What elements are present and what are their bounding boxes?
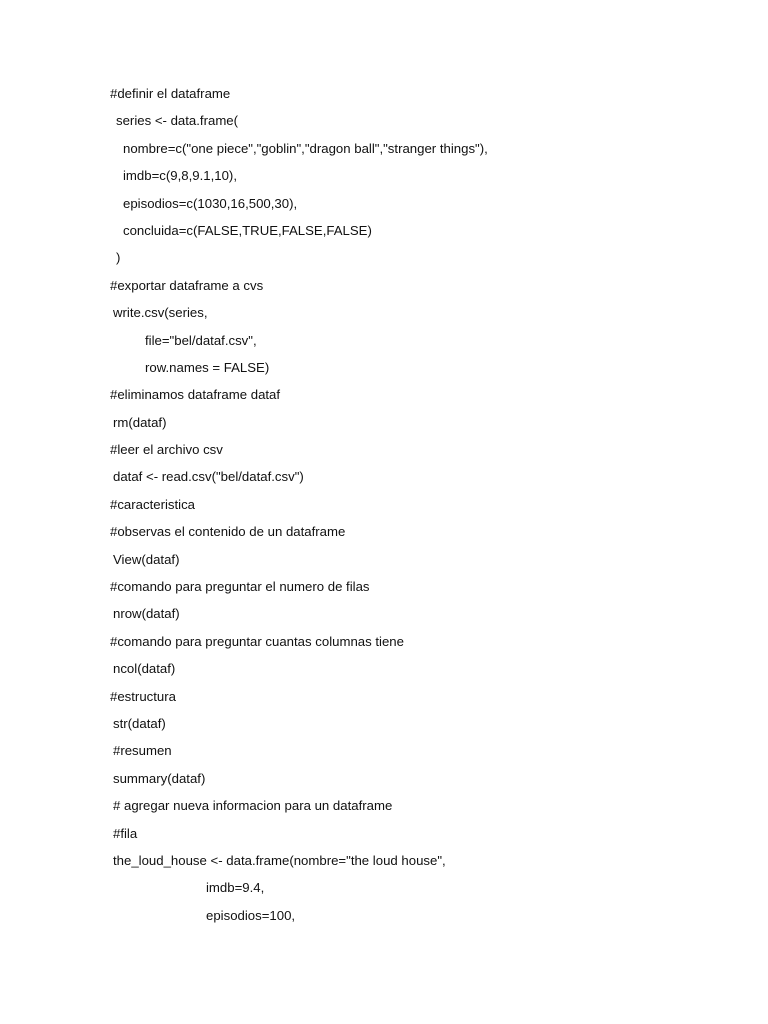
document-body <box>110 84 730 933</box>
code-comment-line: # agregar nueva informacion para un dataframe <box>113 798 393 814</box>
code-comment-line: #exportar dataframe a cvs <box>110 277 264 293</box>
code-comment-line: #comando para preguntar cuantas columnas tiene <box>110 633 404 649</box>
code-line: str(dataf) <box>113 715 166 731</box>
code-comment-line: #eliminamos dataframe dataf <box>110 387 281 403</box>
code-line: file="bel/dataf.csv", <box>145 332 257 348</box>
code-line: View(dataf) <box>113 551 180 567</box>
code-line: ) <box>116 250 121 266</box>
code-line: series <- data.frame( <box>116 113 239 129</box>
code-comment-line: #caracteristica <box>110 496 196 512</box>
code-line: imdb=9.4, <box>206 880 265 896</box>
code-comment-line: #comando para preguntar el numero de filas <box>110 579 370 595</box>
code-line: write.csv(series, <box>113 305 208 321</box>
code-comment-line: #estructura <box>110 688 176 704</box>
code-comment-line: #fila <box>113 825 138 841</box>
code-comment-line: #observas el contenido de un dataframe <box>110 524 346 540</box>
code-line: concluida=c(FALSE,TRUE,FALSE,FALSE) <box>123 222 372 238</box>
code-line: ncol(dataf) <box>113 661 176 677</box>
code-comment-line: #definir el dataframe <box>110 86 231 101</box>
code-line: summary(dataf) <box>113 770 206 786</box>
code-comment-line: #leer el archivo csv <box>110 442 223 458</box>
code-comment-line: #resumen <box>113 743 172 759</box>
code-line: rm(dataf) <box>113 414 167 430</box>
code-line: episodios=100, <box>206 907 296 923</box>
code-line: episodios=c(1030,16,500,30), <box>123 195 298 211</box>
code-line: row.names = FALSE) <box>145 359 270 375</box>
code-line: nrow(dataf) <box>113 606 180 622</box>
code-line: the_loud_house <- data.frame(nombre="the loud house", <box>113 852 446 868</box>
code-line: nombre=c("one piece","goblin","dragon ball","stranger things"), <box>123 140 488 156</box>
code-line: dataf <- read.csv("bel/dataf.csv") <box>113 469 304 485</box>
code-line: imdb=c(9,8,9.1,10), <box>123 168 237 184</box>
